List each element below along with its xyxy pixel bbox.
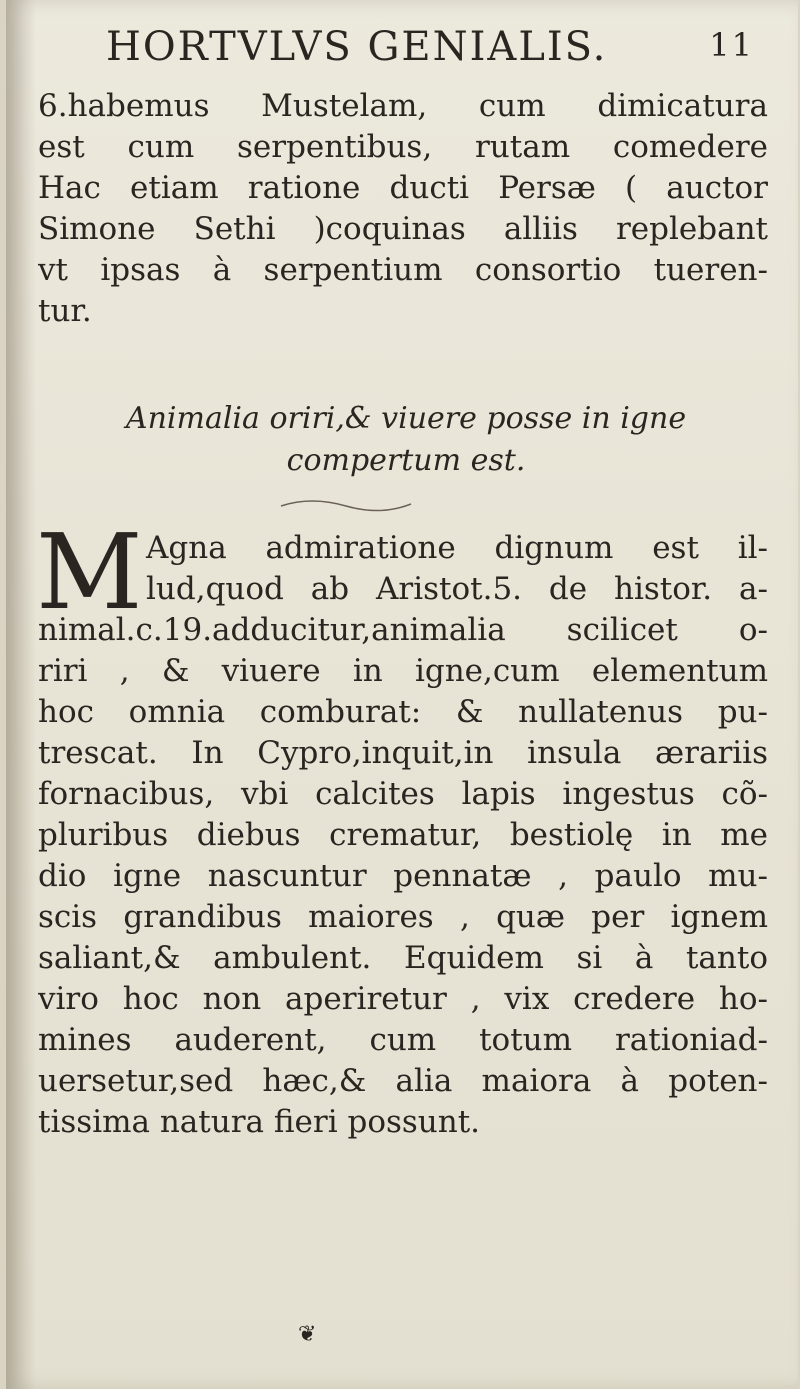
text-line: uersetur,sed hæc,& alia maiora à poten- <box>38 1063 768 1099</box>
text-line: hoc omnia comburat: & nullatenus pu- <box>38 694 768 730</box>
text-line: Simone Sethi )coquinas alliis replebant <box>38 211 768 247</box>
text-line: tur. <box>38 293 92 329</box>
text-line: 6.habemus Mustelam, cum dimicatura <box>38 88 768 124</box>
section-heading <box>46 398 766 482</box>
text-line: saliant,& ambulent. Equidem si à tanto <box>38 940 768 976</box>
page-number: 11 <box>709 26 754 64</box>
text-line: scis grandibus maiores , quæ per ignem <box>38 899 768 935</box>
text-line: nimal.c.19.adducitur,animalia scilicet o- <box>38 612 768 648</box>
text-line: vt ipsas à serpentium consortio tueren- <box>38 252 768 288</box>
text-line: trescat. In Cypro,inquit,in insula ærariis <box>38 735 768 771</box>
paragraph-1 <box>38 86 768 332</box>
text-line: mines auderent, cum totum rationiad- <box>38 1022 768 1058</box>
text-line: Hac etiam ratione ducti Persæ ( auctor <box>38 170 768 206</box>
book-page <box>6 0 798 1389</box>
text-line: riri , & viuere in igne,cum elementum <box>38 653 768 689</box>
heading-line-2: compertum est. <box>286 443 526 478</box>
text-line: Agna admiratione dignum est il- <box>146 530 768 566</box>
text-line: lud,quod ab Aristot.5. de histor. a- <box>146 571 768 607</box>
heading-line-1: Animalia oriri,& viuere posse in igne <box>125 401 687 436</box>
fleuron-icon: ❦ <box>298 1322 317 1347</box>
ornament-rule-icon <box>276 492 416 516</box>
text-line: tissima natura fieri possunt. <box>38 1104 481 1140</box>
running-title: HORTVLVS GENIALIS. <box>106 24 608 70</box>
running-header <box>106 24 758 74</box>
drop-cap: M <box>36 511 143 633</box>
text-line: fornacibus, vbi calcites lapis ingestus cõ- <box>38 776 768 812</box>
text-line: dio igne nascuntur pennatæ , paulo mu- <box>38 858 768 894</box>
text-line: pluribus diebus crematur, bestiolę in me <box>38 817 768 853</box>
text-line: viro hoc non aperiretur , vix credere ho- <box>38 981 768 1017</box>
text-line: est cum serpentibus, rutam comedere <box>38 129 768 165</box>
paragraph-2 <box>36 511 768 1143</box>
